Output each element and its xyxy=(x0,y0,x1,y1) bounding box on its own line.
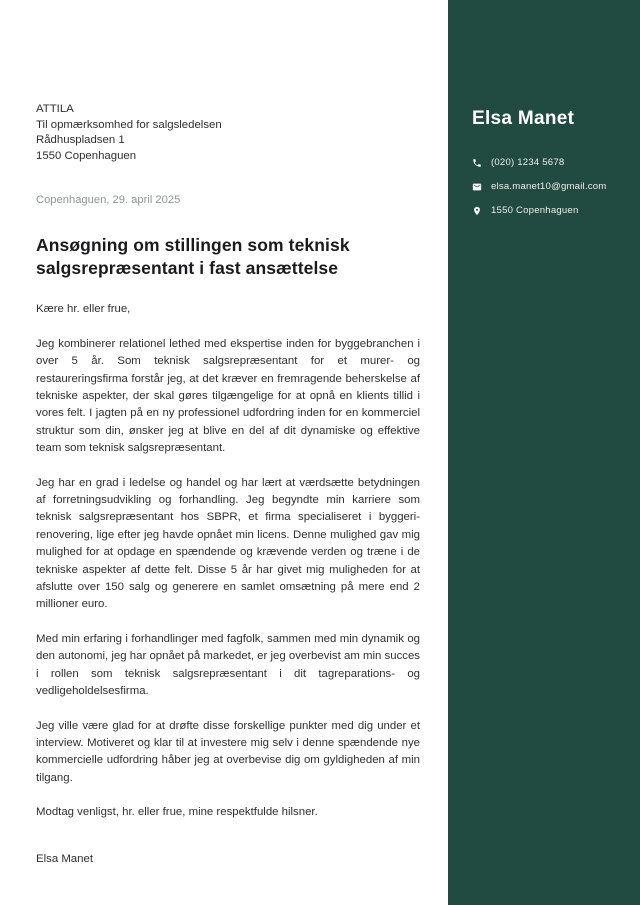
date-line: Copenhaguen, 29. april 2025 xyxy=(36,194,181,207)
recipient-city: 1550 Copenhaguen xyxy=(36,149,137,162)
letter-greeting: Kære hr. eller frue, xyxy=(36,303,131,316)
sidebar xyxy=(448,0,640,905)
letter-paragraph: Med min erfaring i forhandlinger med fagfolk, sammen med min dynamik og den autonomi, jeg har opnået på markedet, er jeg overbevist am min succes i rollen som teknisk salgsrepræsentant i dit tagreparations- og vedligeholdelsesfirma. xyxy=(36,632,420,698)
contact-item-email xyxy=(472,181,624,192)
recipient-company: ATTILA xyxy=(36,103,74,115)
letter-signature: Elsa Manet xyxy=(36,852,93,865)
contact-email-value: elsa.manet10@gmail.com xyxy=(491,181,607,192)
contact-item-phone xyxy=(472,157,624,168)
phone-icon xyxy=(472,158,482,168)
sidebar-name: Elsa Manet xyxy=(472,108,575,129)
letter-closing: Modtag venligst, hr. eller frue, mine respektfulde hilsner. xyxy=(36,806,318,819)
contact-phone-value: (020) 1234 5678 xyxy=(491,157,565,168)
email-icon xyxy=(472,182,482,192)
letter-body xyxy=(36,301,420,868)
letter-paragraph: Jeg kombinerer relationel lethed med ekspertise inden for byggebranchen i over 5 år. Som teknisk salgsrepræsentant for et murer- og restaureringsfirma forstår jeg, at det kræver en fremragende beherskelse af tekniske aspekter, der skal gøres tilgængelige for at opnå en klients tillid i vores felt. I jagten på en ny professionel udfordring inden for en kommerciel struktur som din, ønsker jeg at blive en del af dit dynamiske og effektive team som teknisk salgsrepræsentant. xyxy=(36,337,420,455)
recipient-attention-line: Til opmærksomhed for salgsledelsen xyxy=(36,118,222,131)
contact-location-value: 1550 Copenhaguen xyxy=(491,205,579,216)
contact-list xyxy=(472,157,624,216)
recipient-block xyxy=(36,102,448,164)
letter-paragraph: Jeg ville være glad for at drøfte disse forskellige punkter med dig under et interview. Motiveret og klar til at investere mig selv i denne spændende nye kommercielle udfordring håber jeg at overbevise dig om gyldigheden af min tilgang. xyxy=(36,719,420,784)
location-icon xyxy=(472,206,482,216)
contact-item-location xyxy=(472,205,624,216)
letter-paragraph: Jeg har en grad i ledelse og handel og har lært at værdsætte betydningen af forretningsudvikling og forhandling. Jeg begyndte min karriere som teknisk salgsrepræsentant hos SBPR, et firma specialiseret i byggeri-renovering, lige efter jeg havde opnået min licens. Denne mulighed gav mig mulighed for at opdage en spændende og krævende verden og træne i de tekniske aspekter af dette felt. Disse 5 år har givet mig muligheden for at afslutte over 150 salg og generere en samlet omsætning på mere end 2 millioner euro. xyxy=(36,476,420,611)
recipient-street: Rådhuspladsen 1 xyxy=(36,134,125,147)
letter-subject: Ansøgning om stillingen som teknisk salgsrepræsentant i fast ansættelse xyxy=(36,235,350,279)
